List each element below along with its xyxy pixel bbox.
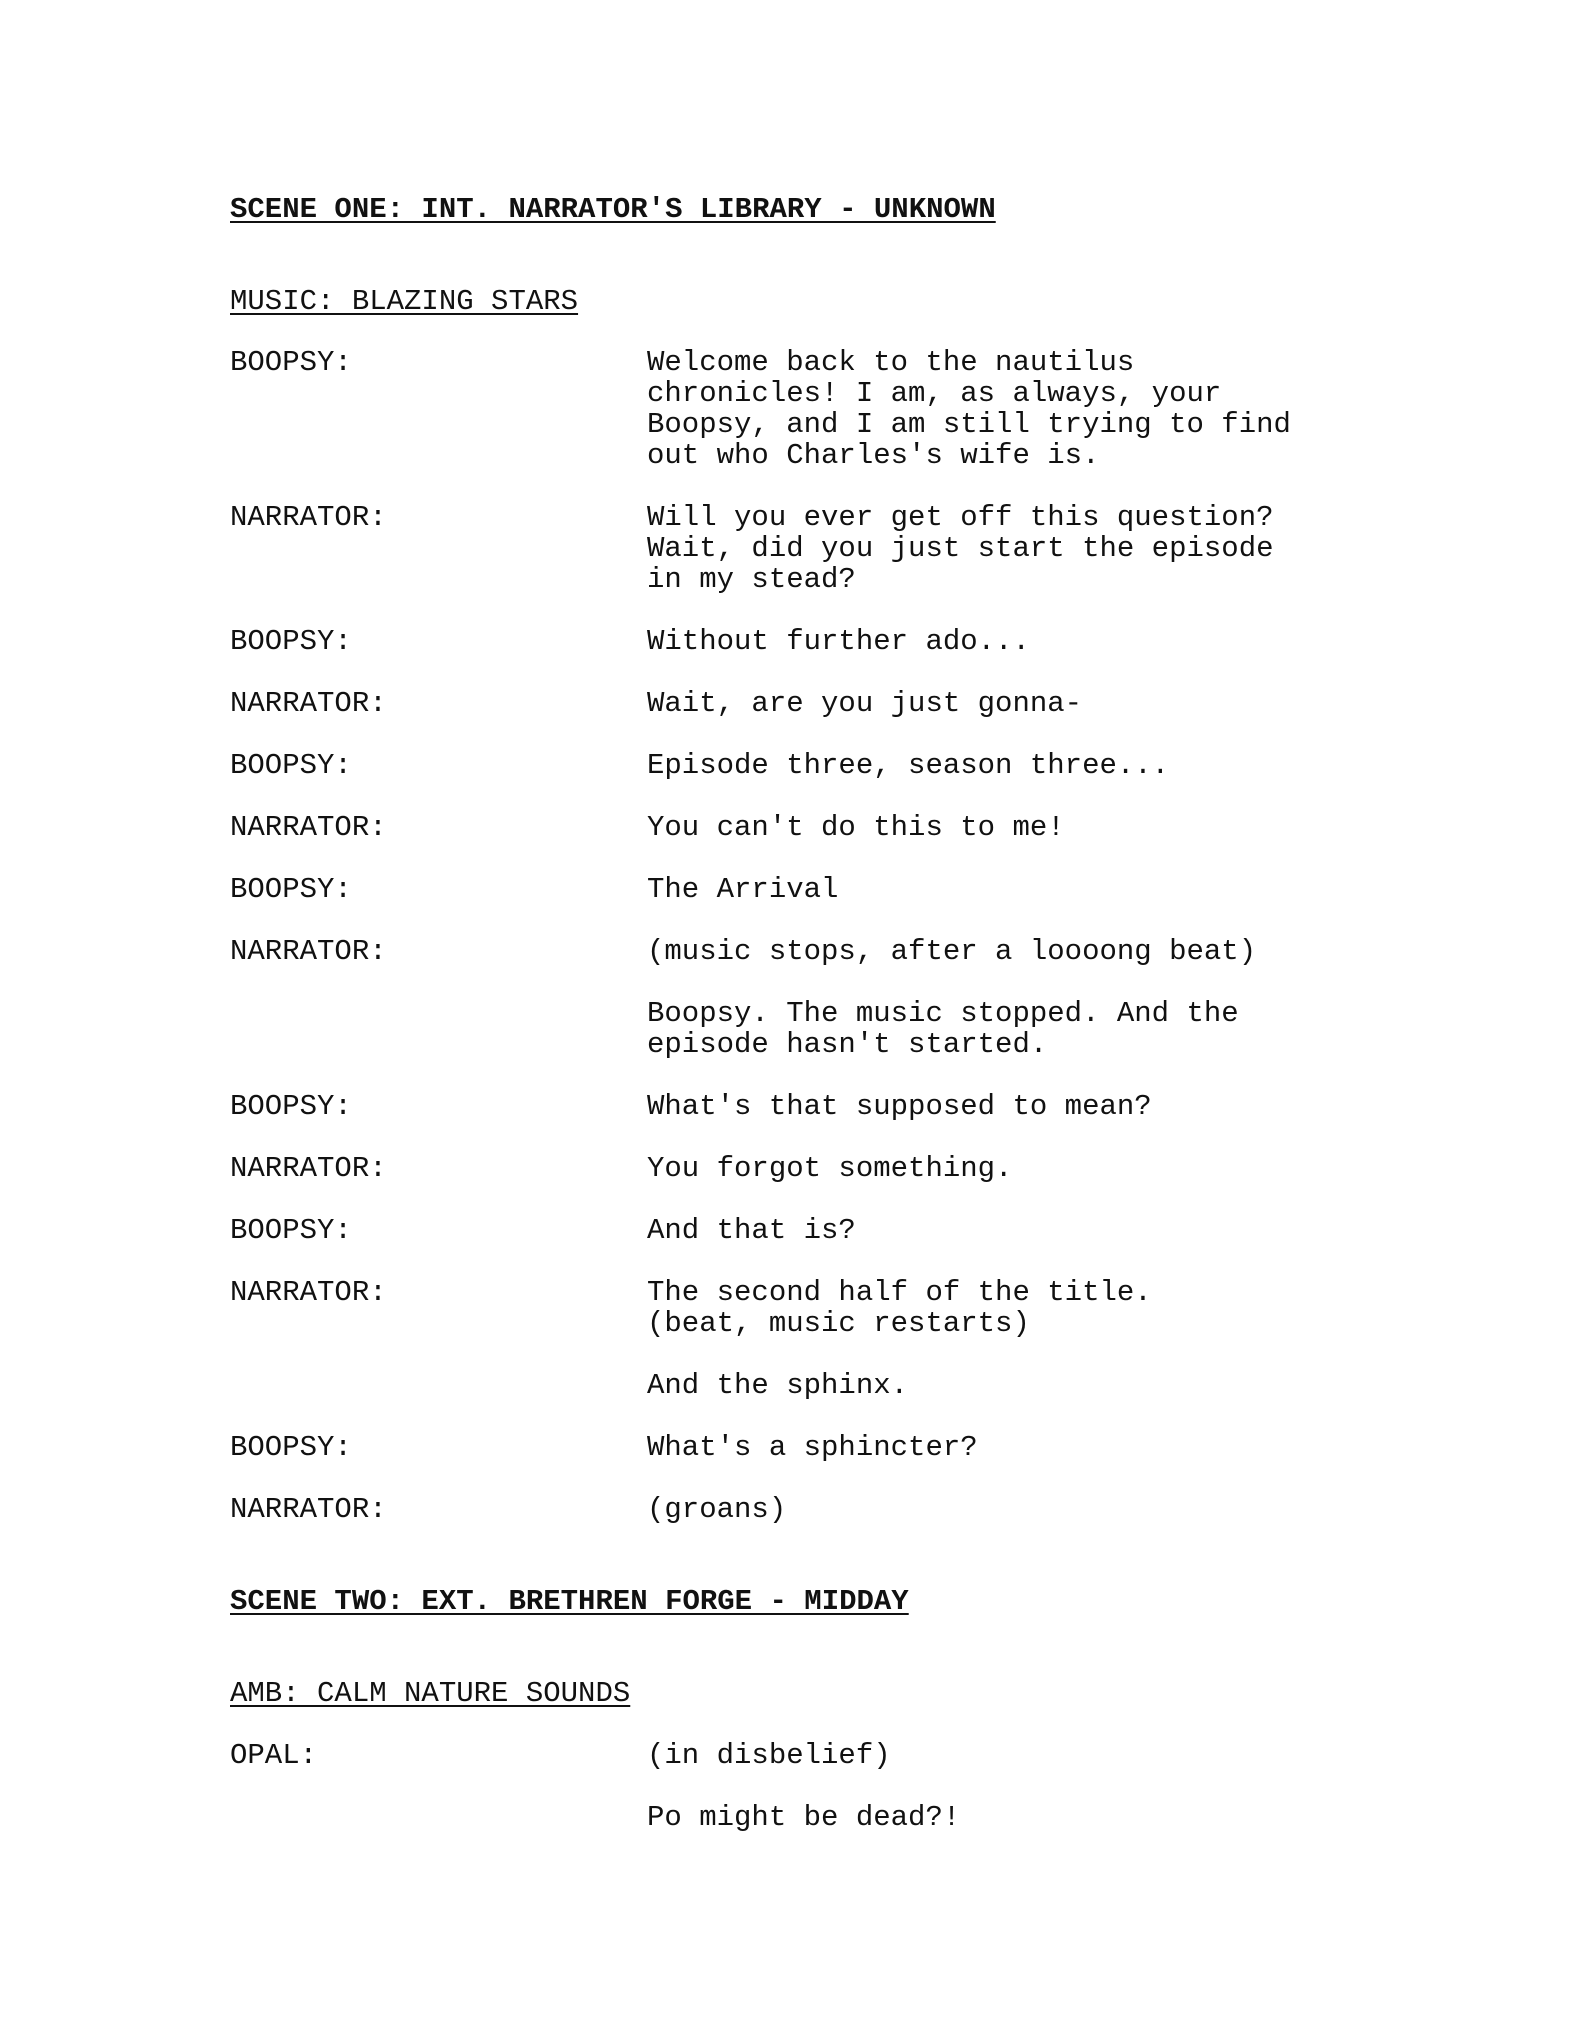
character-name: BOOPSY: [230,873,352,906]
scene-one-heading: SCENE ONE: INT. NARRATOR'S LIBRARY - UNKNOWN [230,193,996,226]
scene-two-heading: SCENE TWO: EXT. BRETHREN FORGE - MIDDAY [230,1585,909,1618]
dialogue-line: (music stops, after a loooong beat) [647,935,1257,968]
dialogue-line: Without further ado... [647,625,1030,658]
dialogue-line: Welcome back to the nautilus chronicles! I am, as always, your Boopsy, and I am still trying to find out who Charles's wife is. [647,346,1291,472]
dialogue-line: Episode three, season three... [647,749,1170,782]
character-name: NARRATOR: [230,501,387,534]
dialogue-line: Will you ever get off this question? Wait, did you just start the episode in my stead? [647,501,1274,596]
dialogue-line: The Arrival [647,873,839,906]
dialogue-line: Wait, are you just gonna- [647,687,1083,720]
dialogue-line: You forgot something. [647,1152,1013,1185]
dialogue-line: You can't do this to me! [647,811,1065,844]
character-name: BOOPSY: [230,1090,352,1123]
dialogue-line: Po might be dead?! [647,1801,961,1834]
character-name: NARRATOR: [230,811,387,844]
character-name: NARRATOR: [230,1152,387,1185]
character-name: BOOPSY: [230,346,352,379]
dialogue-line: (groans) [647,1493,787,1526]
dialogue-line: Boopsy. The music stopped. And the episode hasn't started. [647,997,1239,1061]
character-name: BOOPSY: [230,1431,352,1464]
dialogue-line: What's a sphincter? [647,1431,978,1464]
scene-two-ambience-cue: AMB: CALM NATURE SOUNDS [230,1677,631,1710]
character-name: NARRATOR: [230,935,387,968]
character-name: BOOPSY: [230,625,352,658]
dialogue-line: What's that supposed to mean? [647,1090,1152,1123]
character-name: OPAL: [230,1739,318,1772]
character-name: NARRATOR: [230,1493,387,1526]
character-name: NARRATOR: [230,1276,387,1309]
character-name: NARRATOR: [230,687,387,720]
dialogue-line: The second half of the title. (beat, music restarts) [647,1276,1152,1340]
character-name: BOOPSY: [230,1214,352,1247]
scene-one-music-cue: MUSIC: BLAZING STARS [230,285,579,318]
character-name: BOOPSY: [230,749,352,782]
dialogue-line: And the sphinx. [647,1369,909,1402]
dialogue-line: And that is? [647,1214,856,1247]
dialogue-line: (in disbelief) [647,1739,891,1772]
